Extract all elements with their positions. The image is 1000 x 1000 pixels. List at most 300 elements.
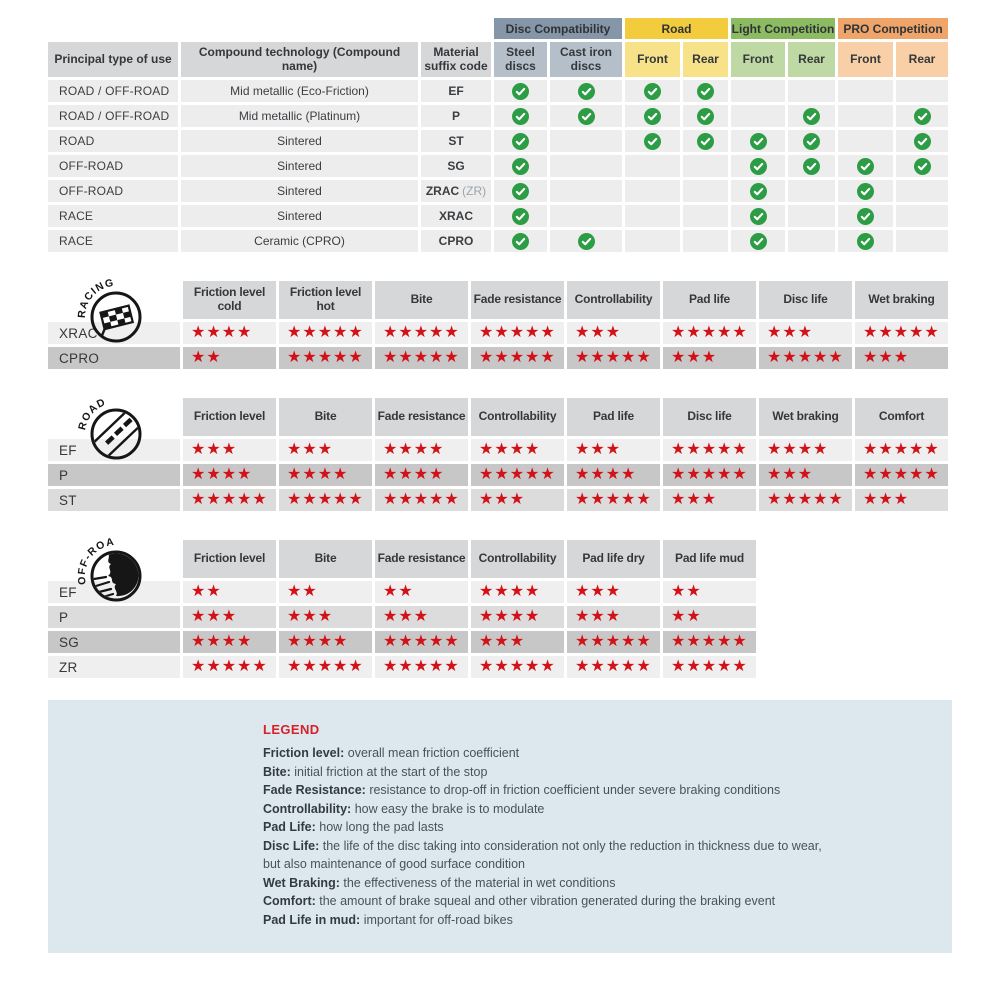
check-cell [838, 130, 893, 152]
check-cell [494, 130, 547, 152]
star-rating: ★★ [671, 583, 702, 600]
offroad-mud-icon [73, 527, 150, 608]
check-cell [683, 105, 728, 127]
star-rating: ★★★ [479, 633, 526, 650]
check-cell [494, 230, 547, 252]
rating-cell [663, 656, 756, 678]
star-rating: ★★★ [383, 608, 430, 625]
rating-cell [855, 439, 948, 461]
material-code: SG [447, 159, 465, 173]
sub-header-disc-1: Cast iron discs [550, 42, 622, 77]
star-rating: ★★★★★ [479, 466, 556, 483]
ratings-column-header-3: Fade resistance [471, 281, 564, 319]
material-code-cell [421, 130, 491, 152]
check-cell [550, 80, 622, 102]
rating-cell [567, 489, 660, 511]
rating-cell [375, 464, 468, 486]
ratings-column-header-4: Pad life dry [567, 540, 660, 578]
check-cell [731, 130, 785, 152]
ratings-column-header-5: Disc life [663, 398, 756, 436]
legend-term: Bite: [263, 764, 291, 779]
star-rating: ★★★ [287, 441, 334, 458]
legend-description: initial friction at the start of the stop [294, 764, 488, 779]
rating-cell [663, 581, 756, 603]
check-cell [788, 130, 835, 152]
rating-cell [759, 322, 852, 344]
rating-cell [183, 322, 276, 344]
legend-description: the life of the disc taking into consideration not only the reduction in thickness due to wear, [322, 838, 822, 853]
rating-cell [471, 489, 564, 511]
road-icon [78, 394, 150, 466]
rating-cell [279, 656, 372, 678]
check-cell [550, 130, 622, 152]
legend-item [263, 874, 932, 893]
star-rating: ★★★★★ [383, 324, 460, 341]
group-header-pro: PRO Competition [838, 18, 948, 39]
check-icon [750, 158, 767, 175]
rating-cell [183, 631, 276, 653]
rating-cell [471, 656, 564, 678]
check-icon [803, 108, 820, 125]
ratings-column-header-4: Controllability [567, 281, 660, 319]
star-rating: ★★★★★ [575, 349, 652, 366]
check-cell [550, 105, 622, 127]
ratings-column-header-6: Disc life [759, 281, 852, 319]
rating-cell [279, 347, 372, 369]
check-cell [550, 205, 622, 227]
group-header-light: Light Competition [731, 18, 835, 39]
legend-panel [48, 700, 952, 953]
check-cell [788, 105, 835, 127]
rating-cell [759, 464, 852, 486]
column-header-2: Material suffix code [421, 42, 491, 77]
check-cell [896, 105, 948, 127]
sub-header-light-4: Front [731, 42, 785, 77]
rating-cell [471, 322, 564, 344]
legend-description: the amount of brake squeal and other vibration generated during the braking event [319, 894, 776, 908]
rating-cell [471, 464, 564, 486]
legend-description: how long the pad lasts [319, 820, 444, 834]
star-rating: ★★★★★ [671, 633, 748, 650]
star-rating: ★★★★★ [767, 491, 844, 508]
legend-item [263, 818, 932, 837]
star-rating: ★★★★★ [671, 441, 748, 458]
ratings-column-header-2: Fade resistance [375, 540, 468, 578]
check-cell [550, 155, 622, 177]
compound-row-label: CPRO [48, 347, 180, 369]
sub-header-disc-0: Steel discs [494, 42, 547, 77]
star-rating: ★★ [191, 349, 222, 366]
rating-cell [375, 606, 468, 628]
check-cell [625, 105, 680, 127]
rating-cell [855, 322, 948, 344]
sub-header-road-2: Front [625, 42, 680, 77]
ratings-column-header-5: Pad life mud [663, 540, 756, 578]
use-cell: OFF-ROAD [48, 180, 178, 202]
rating-cell [567, 581, 660, 603]
rating-cell [855, 489, 948, 511]
check-icon [750, 133, 767, 150]
rating-cell [183, 464, 276, 486]
use-cell: OFF-ROAD [48, 155, 178, 177]
star-rating: ★★★★ [287, 633, 349, 650]
ratings-column-header-2: Fade resistance [375, 398, 468, 436]
rating-cell [759, 489, 852, 511]
compound-row-label: EF [48, 581, 180, 603]
rating-cell [375, 347, 468, 369]
check-icon [857, 233, 874, 250]
star-rating: ★★★★★ [863, 466, 940, 483]
ratings-column-header-7: Comfort [855, 398, 948, 436]
use-cell: ROAD [48, 130, 178, 152]
rating-cell [567, 631, 660, 653]
rating-cell [471, 581, 564, 603]
star-rating: ★★★ [767, 466, 814, 483]
ratings-column-header-0: Friction level [183, 540, 276, 578]
ratings-column-header-4: Pad life [567, 398, 660, 436]
check-icon [512, 108, 529, 125]
column-header-1: Compound technology (Compound name) [181, 42, 418, 77]
star-rating: ★★★ [479, 491, 526, 508]
check-icon [644, 133, 661, 150]
rating-cell [663, 322, 756, 344]
legend-title: LEGEND [263, 722, 320, 737]
rating-cell [279, 631, 372, 653]
compound-row-label: ZR [48, 656, 180, 678]
star-rating: ★★★★★ [191, 658, 268, 675]
use-cell: RACE [48, 205, 178, 227]
use-cell: RACE [48, 230, 178, 252]
ratings-column-header-2: Bite [375, 281, 468, 319]
rating-cell [567, 606, 660, 628]
legend-term: Fade Resistance: [263, 783, 366, 797]
group-header-road: Road [625, 18, 728, 39]
material-code-cell [421, 105, 491, 127]
star-rating: ★★★★★ [479, 324, 556, 341]
check-icon [512, 158, 529, 175]
rating-cell [279, 322, 372, 344]
compound-row-label: ST [48, 489, 180, 511]
ratings-column-header-1: Bite [279, 540, 372, 578]
svg-text:RACING: RACING [75, 276, 116, 319]
rating-cell [759, 347, 852, 369]
compound-cell: Sintered [181, 205, 418, 227]
check-cell [788, 230, 835, 252]
rating-cell [279, 606, 372, 628]
star-rating: ★★★ [191, 441, 238, 458]
rating-cell [183, 439, 276, 461]
star-rating: ★★★★★ [575, 658, 652, 675]
compatibility-table [48, 18, 952, 252]
check-icon [512, 208, 529, 225]
check-cell [683, 80, 728, 102]
rating-cell [375, 656, 468, 678]
rating-cell [663, 347, 756, 369]
star-rating: ★★★ [575, 324, 622, 341]
star-rating: ★★ [191, 583, 222, 600]
rating-cell [567, 439, 660, 461]
star-rating: ★★★ [671, 349, 718, 366]
star-rating: ★★★★★ [479, 658, 556, 675]
star-rating: ★★★ [863, 349, 910, 366]
star-rating: ★★★★★ [287, 658, 364, 675]
star-rating: ★★★★ [479, 583, 541, 600]
star-rating: ★★★★★ [767, 349, 844, 366]
star-rating: ★★★ [767, 324, 814, 341]
legend-term: Controllability: [263, 801, 352, 816]
ratings-column-header-7: Wet braking [855, 281, 948, 319]
star-rating: ★★★★★ [671, 658, 748, 675]
ratings-column-header-3: Controllability [471, 540, 564, 578]
check-icon [512, 83, 529, 100]
check-cell [896, 230, 948, 252]
check-cell [683, 230, 728, 252]
legend-description: but also maintenance of good surface condition [263, 857, 525, 871]
legend-term: Pad Life: [263, 820, 316, 834]
check-icon [857, 183, 874, 200]
check-cell [683, 155, 728, 177]
legend-term: Disc Life: [263, 838, 320, 853]
compound-row-label: P [48, 606, 180, 628]
rating-cell [375, 581, 468, 603]
star-rating: ★★★★ [191, 466, 253, 483]
rating-cell [567, 656, 660, 678]
compound-cell: Sintered [181, 130, 418, 152]
check-icon [578, 83, 595, 100]
check-cell [683, 130, 728, 152]
material-code: XRAC [438, 209, 473, 223]
compound-cell: Sintered [181, 180, 418, 202]
rating-cell [855, 464, 948, 486]
star-rating: ★★★ [287, 608, 334, 625]
compound-row-label: SG [48, 631, 180, 653]
star-rating: ★★★★ [287, 466, 349, 483]
ratings-table-offroad [48, 540, 952, 678]
star-rating: ★★★★ [191, 633, 253, 650]
rating-cell [471, 347, 564, 369]
check-icon [644, 83, 661, 100]
compound-cell: Sintered [181, 155, 418, 177]
star-rating: ★★★★ [479, 441, 541, 458]
star-rating: ★★★★★ [863, 441, 940, 458]
ratings-table-racing [48, 281, 952, 369]
check-cell [683, 205, 728, 227]
star-rating: ★★★★ [767, 441, 829, 458]
star-rating: ★★ [287, 583, 318, 600]
star-rating: ★★★★★ [287, 324, 364, 341]
check-cell [788, 155, 835, 177]
rating-cell [183, 489, 276, 511]
rating-cell [663, 489, 756, 511]
sub-header-pro-7: Rear [896, 42, 948, 77]
compound-row-label: EF [48, 439, 180, 461]
check-icon [750, 208, 767, 225]
check-icon [914, 133, 931, 150]
material-code: ST [448, 134, 464, 148]
rating-cell [375, 489, 468, 511]
star-rating: ★★★★ [575, 466, 637, 483]
legend-item [263, 892, 932, 911]
star-rating: ★★★★ [191, 324, 253, 341]
check-cell [625, 180, 680, 202]
rating-cell [663, 631, 756, 653]
material-code-cell [421, 230, 491, 252]
rating-cell [567, 347, 660, 369]
check-icon [578, 108, 595, 125]
check-cell [731, 180, 785, 202]
star-rating: ★★★★★ [575, 633, 652, 650]
rating-cell [375, 322, 468, 344]
ratings-column-header-1: Bite [279, 398, 372, 436]
compound-row-label: XRAC [48, 322, 180, 344]
group-header-spacer [48, 18, 491, 39]
compound-row-label: P [48, 464, 180, 486]
rating-cell [855, 347, 948, 369]
star-rating: ★★★★★ [383, 633, 460, 650]
check-cell [494, 155, 547, 177]
check-icon [803, 158, 820, 175]
star-rating: ★★★★★ [287, 491, 364, 508]
star-rating: ★★★★★ [575, 491, 652, 508]
star-rating: ★★★★★ [671, 324, 748, 341]
check-icon [697, 133, 714, 150]
material-code-note: (ZR) [462, 184, 487, 198]
legend-term: Wet Braking: [263, 875, 340, 890]
rating-cell [663, 439, 756, 461]
legend-item [263, 837, 932, 856]
check-cell [731, 205, 785, 227]
check-cell [625, 205, 680, 227]
check-icon [697, 108, 714, 125]
legend-description: resistance to drop-off in friction coefficient under severe braking conditions [369, 783, 781, 797]
star-rating: ★★★★★ [287, 349, 364, 366]
star-rating: ★★★★ [383, 441, 445, 458]
check-icon [857, 158, 874, 175]
check-cell [896, 155, 948, 177]
check-cell [838, 155, 893, 177]
check-cell [838, 230, 893, 252]
rating-cell [279, 581, 372, 603]
rating-cell [471, 631, 564, 653]
rating-cell [375, 439, 468, 461]
rating-cell [471, 439, 564, 461]
material-code: EF [448, 84, 464, 98]
check-cell [625, 230, 680, 252]
legend-item [263, 781, 932, 800]
check-cell [838, 205, 893, 227]
ratings-sections [48, 276, 952, 678]
material-code-cell [421, 205, 491, 227]
material-code-cell [421, 80, 491, 102]
check-cell [896, 205, 948, 227]
check-cell [494, 205, 547, 227]
group-header-disc: Disc Compatibility [494, 18, 622, 39]
star-rating: ★★★ [671, 491, 718, 508]
legend-description: how easy the brake is to modulate [354, 801, 545, 816]
material-code-cell [421, 180, 491, 202]
legend-item [263, 855, 932, 874]
check-cell [838, 105, 893, 127]
star-rating: ★★★★★ [191, 491, 268, 508]
material-code: P [451, 109, 460, 123]
legend-term: Friction level: [263, 746, 345, 760]
check-cell [494, 180, 547, 202]
material-code-cell [421, 155, 491, 177]
check-cell [731, 105, 785, 127]
material-code: CPRO [438, 234, 474, 248]
rating-cell [183, 606, 276, 628]
section-racing [48, 276, 952, 369]
legend-item [263, 744, 932, 763]
rating-cell [183, 581, 276, 603]
legend-description: important for off-road bikes [363, 912, 513, 927]
star-rating: ★★★★★ [383, 349, 460, 366]
rating-cell [279, 489, 372, 511]
star-rating: ★★★ [191, 608, 238, 625]
legend-term: Comfort: [263, 894, 316, 908]
star-rating: ★★★★★ [383, 491, 460, 508]
check-cell [838, 80, 893, 102]
star-rating: ★★★ [575, 608, 622, 625]
compound-cell: Ceramic (CPRO) [181, 230, 418, 252]
sub-header-pro-6: Front [838, 42, 893, 77]
ratings-column-header-6: Wet braking [759, 398, 852, 436]
star-rating: ★★★★★ [479, 349, 556, 366]
check-cell [625, 155, 680, 177]
check-cell [494, 105, 547, 127]
column-header-0: Principal type of use [48, 42, 178, 77]
star-rating: ★★★★ [479, 608, 541, 625]
sub-header-road-3: Rear [683, 42, 728, 77]
use-cell: ROAD / OFF-ROAD [48, 105, 178, 127]
check-cell [896, 180, 948, 202]
sub-header-light-5: Rear [788, 42, 835, 77]
star-rating: ★★★★★ [383, 658, 460, 675]
rating-cell [471, 606, 564, 628]
check-cell [731, 230, 785, 252]
star-rating: ★★★ [575, 583, 622, 600]
star-rating: ★★★★★ [863, 324, 940, 341]
ratings-column-header-0: Friction level cold [183, 281, 276, 319]
svg-text:ROAD: ROAD [76, 395, 108, 432]
section-offroad [48, 527, 952, 678]
check-cell [625, 130, 680, 152]
star-rating: ★★★ [575, 441, 622, 458]
section-road [48, 395, 952, 511]
legend-term: Pad Life in mud: [263, 912, 361, 927]
check-cell [731, 80, 785, 102]
check-cell [896, 130, 948, 152]
check-icon [803, 133, 820, 150]
check-icon [697, 83, 714, 100]
check-cell [838, 180, 893, 202]
svg-text:OFF-ROAD: OFF-ROAD [73, 527, 116, 586]
material-code: ZRAC [425, 184, 460, 198]
check-cell [683, 180, 728, 202]
rating-cell [375, 631, 468, 653]
check-cell [550, 180, 622, 202]
check-cell [625, 80, 680, 102]
star-rating: ★★ [671, 608, 702, 625]
ratings-table-road [48, 395, 952, 511]
check-icon [644, 108, 661, 125]
compound-cell: Mid metallic (Platinum) [181, 105, 418, 127]
rating-cell [279, 464, 372, 486]
rating-cell [567, 464, 660, 486]
rating-cell [183, 347, 276, 369]
check-icon [512, 233, 529, 250]
rating-cell [663, 464, 756, 486]
